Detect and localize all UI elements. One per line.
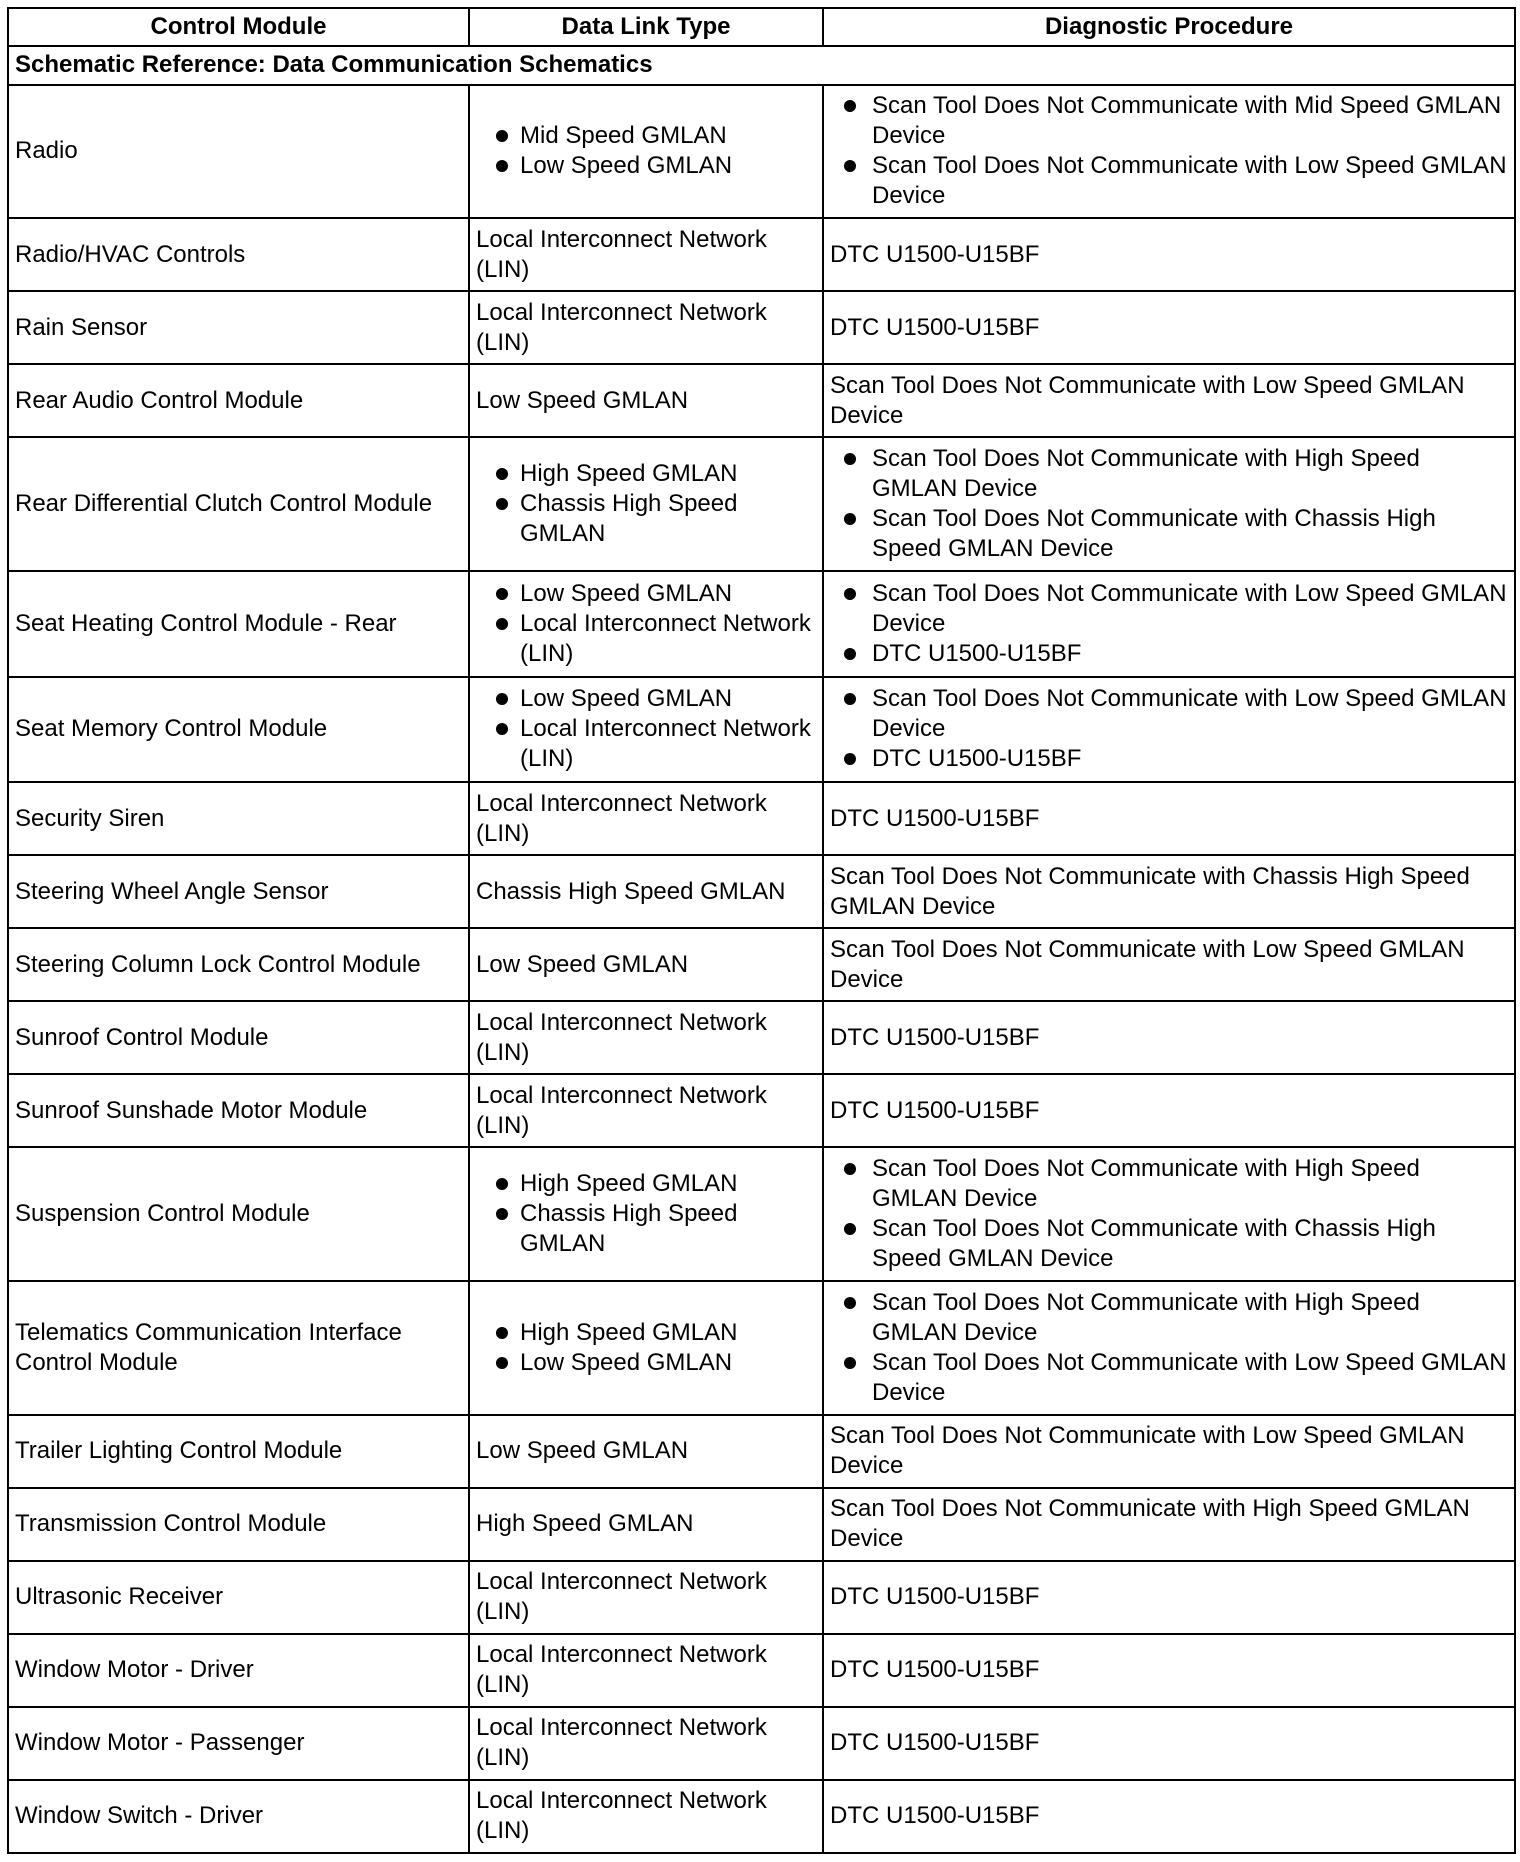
cell-data-link-type: Local Interconnect Network (LIN): [469, 1780, 823, 1853]
table-row: [8, 1281, 1515, 1415]
cell-data-link-type-list: [476, 579, 816, 669]
cell-data-link-type: [469, 85, 823, 219]
cell-data-link-type: [469, 677, 823, 782]
table-row: [8, 1001, 1515, 1074]
cell-diagnostic-procedure: Scan Tool Does Not Communicate with Chassis High Speed GMLAN Device: [823, 855, 1515, 928]
bullet-item: Scan Tool Does Not Communicate with Mid Speed GMLAN Device: [830, 91, 1508, 151]
cell-control-module: Transmission Control Module: [8, 1488, 469, 1561]
cell-data-link-type: Local Interconnect Network (LIN): [469, 1001, 823, 1074]
cell-data-link-type: Local Interconnect Network (LIN): [469, 291, 823, 364]
table-row: [8, 855, 1515, 928]
cell-data-link-type: [469, 1281, 823, 1415]
cell-diagnostic-procedure: DTC U1500-U15BF: [823, 782, 1515, 855]
cell-data-link-type-list: [476, 121, 816, 181]
cell-diagnostic-procedure: DTC U1500-U15BF: [823, 1780, 1515, 1853]
bullet-item: High Speed GMLAN: [476, 1169, 816, 1199]
bullet-item: Scan Tool Does Not Communicate with Low Speed GMLAN Device: [830, 579, 1508, 639]
bullet-item: DTC U1500-U15BF: [830, 639, 1508, 669]
cell-control-module: Ultrasonic Receiver: [8, 1561, 469, 1634]
bullet-item: High Speed GMLAN: [476, 459, 816, 489]
cell-diagnostic-procedure: DTC U1500-U15BF: [823, 1561, 1515, 1634]
cell-control-module: Rain Sensor: [8, 291, 469, 364]
cell-control-module: Rear Audio Control Module: [8, 364, 469, 437]
cell-data-link-type-list: [476, 684, 816, 774]
cell-diagnostic-procedure: DTC U1500-U15BF: [823, 218, 1515, 291]
cell-control-module: Window Switch - Driver: [8, 1780, 469, 1853]
cell-diagnostic-procedure-list: [830, 579, 1508, 669]
table-row: [8, 782, 1515, 855]
header-control-module: Control Module: [8, 8, 469, 46]
cell-diagnostic-procedure: DTC U1500-U15BF: [823, 1707, 1515, 1780]
bullet-item: Scan Tool Does Not Communicate with High Speed GMLAN Device: [830, 1288, 1508, 1348]
cell-diagnostic-procedure: DTC U1500-U15BF: [823, 291, 1515, 364]
cell-control-module: Seat Memory Control Module: [8, 677, 469, 782]
bullet-item: Low Speed GMLAN: [476, 151, 816, 181]
table-row: [8, 1488, 1515, 1561]
cell-control-module: Security Siren: [8, 782, 469, 855]
schematic-reference: Schematic Reference: Data Communication Schematics: [8, 46, 1515, 85]
table-row: [8, 1415, 1515, 1488]
cell-diagnostic-procedure: Scan Tool Does Not Communicate with Low Speed GMLAN Device: [823, 1415, 1515, 1488]
bullet-item: Scan Tool Does Not Communicate with Chassis High Speed GMLAN Device: [830, 1214, 1508, 1274]
bullet-item: Scan Tool Does Not Communicate with Low Speed GMLAN Device: [830, 1348, 1508, 1408]
cell-diagnostic-procedure: DTC U1500-U15BF: [823, 1001, 1515, 1074]
bullet-item: Scan Tool Does Not Communicate with High Speed GMLAN Device: [830, 1154, 1508, 1214]
cell-control-module: Radio/HVAC Controls: [8, 218, 469, 291]
cell-diagnostic-procedure: [823, 677, 1515, 782]
cell-control-module: Trailer Lighting Control Module: [8, 1415, 469, 1488]
bullet-item: Local Interconnect Network (LIN): [476, 714, 816, 774]
cell-diagnostic-procedure: DTC U1500-U15BF: [823, 1634, 1515, 1707]
table-row: [8, 1147, 1515, 1281]
table-row: [8, 291, 1515, 364]
table-row: [8, 1707, 1515, 1780]
cell-diagnostic-procedure-list: [830, 1154, 1508, 1274]
cell-diagnostic-procedure: Scan Tool Does Not Communicate with Low Speed GMLAN Device: [823, 928, 1515, 1001]
cell-control-module: Sunroof Sunshade Motor Module: [8, 1074, 469, 1147]
cell-diagnostic-procedure: DTC U1500-U15BF: [823, 1074, 1515, 1147]
cell-data-link-type: Low Speed GMLAN: [469, 364, 823, 437]
header-row: [8, 8, 1515, 46]
cell-data-link-type-list: [476, 1318, 816, 1378]
cell-diagnostic-procedure: [823, 85, 1515, 219]
cell-control-module: Suspension Control Module: [8, 1147, 469, 1281]
bullet-item: Scan Tool Does Not Communicate with Low Speed GMLAN Device: [830, 684, 1508, 744]
cell-data-link-type: Local Interconnect Network (LIN): [469, 1561, 823, 1634]
cell-diagnostic-procedure-list: [830, 91, 1508, 211]
cell-diagnostic-procedure: [823, 1281, 1515, 1415]
table-row: [8, 677, 1515, 782]
table-row: [8, 1074, 1515, 1147]
table-row: [8, 85, 1515, 219]
cell-diagnostic-procedure: Scan Tool Does Not Communicate with High Speed GMLAN Device: [823, 1488, 1515, 1561]
bullet-item: Local Interconnect Network (LIN): [476, 609, 816, 669]
cell-diagnostic-procedure: Scan Tool Does Not Communicate with Low Speed GMLAN Device: [823, 364, 1515, 437]
control-module-table: [7, 7, 1516, 1854]
cell-diagnostic-procedure-list: [830, 444, 1508, 564]
schematic-reference-row: [8, 46, 1515, 85]
cell-data-link-type: Chassis High Speed GMLAN: [469, 855, 823, 928]
cell-data-link-type: Local Interconnect Network (LIN): [469, 1634, 823, 1707]
cell-control-module: Window Motor - Driver: [8, 1634, 469, 1707]
bullet-item: Mid Speed GMLAN: [476, 121, 816, 151]
cell-data-link-type: High Speed GMLAN: [469, 1488, 823, 1561]
bullet-item: Chassis High Speed GMLAN: [476, 1199, 816, 1259]
bullet-item: DTC U1500-U15BF: [830, 744, 1508, 774]
bullet-item: Scan Tool Does Not Communicate with High Speed GMLAN Device: [830, 444, 1508, 504]
cell-data-link-type: [469, 571, 823, 676]
bullet-item: Low Speed GMLAN: [476, 579, 816, 609]
bullet-item: Scan Tool Does Not Communicate with Low Speed GMLAN Device: [830, 151, 1508, 211]
cell-data-link-type: Local Interconnect Network (LIN): [469, 1707, 823, 1780]
cell-control-module: Rear Differential Clutch Control Module: [8, 437, 469, 571]
cell-control-module: Steering Wheel Angle Sensor: [8, 855, 469, 928]
cell-control-module: Sunroof Control Module: [8, 1001, 469, 1074]
header-data-link-type: Data Link Type: [469, 8, 823, 46]
bullet-item: High Speed GMLAN: [476, 1318, 816, 1348]
cell-data-link-type: Local Interconnect Network (LIN): [469, 218, 823, 291]
cell-diagnostic-procedure: [823, 571, 1515, 676]
cell-data-link-type: Low Speed GMLAN: [469, 928, 823, 1001]
cell-diagnostic-procedure-list: [830, 1288, 1508, 1408]
cell-control-module: Radio: [8, 85, 469, 219]
cell-data-link-type: Low Speed GMLAN: [469, 1415, 823, 1488]
cell-diagnostic-procedure-list: [830, 684, 1508, 774]
bullet-item: Low Speed GMLAN: [476, 1348, 816, 1378]
table-row: [8, 928, 1515, 1001]
table-row: [8, 1780, 1515, 1853]
table-row: [8, 364, 1515, 437]
table-row: [8, 218, 1515, 291]
table-row: [8, 1634, 1515, 1707]
cell-control-module: Window Motor - Passenger: [8, 1707, 469, 1780]
bullet-item: Scan Tool Does Not Communicate with Chassis High Speed GMLAN Device: [830, 504, 1508, 564]
table-row: [8, 1561, 1515, 1634]
cell-data-link-type-list: [476, 1169, 816, 1259]
cell-data-link-type: Local Interconnect Network (LIN): [469, 1074, 823, 1147]
header-diagnostic-procedure: Diagnostic Procedure: [823, 8, 1515, 46]
cell-control-module: Seat Heating Control Module - Rear: [8, 571, 469, 676]
bullet-item: Chassis High Speed GMLAN: [476, 489, 816, 549]
cell-data-link-type-list: [476, 459, 816, 549]
cell-data-link-type: Local Interconnect Network (LIN): [469, 782, 823, 855]
cell-data-link-type: [469, 1147, 823, 1281]
cell-data-link-type: [469, 437, 823, 571]
cell-control-module: Telematics Communication Interface Control Module: [8, 1281, 469, 1415]
table-row: [8, 437, 1515, 571]
cell-diagnostic-procedure: [823, 437, 1515, 571]
cell-control-module: Steering Column Lock Control Module: [8, 928, 469, 1001]
bullet-item: Low Speed GMLAN: [476, 684, 816, 714]
cell-diagnostic-procedure: [823, 1147, 1515, 1281]
table-row: [8, 571, 1515, 676]
